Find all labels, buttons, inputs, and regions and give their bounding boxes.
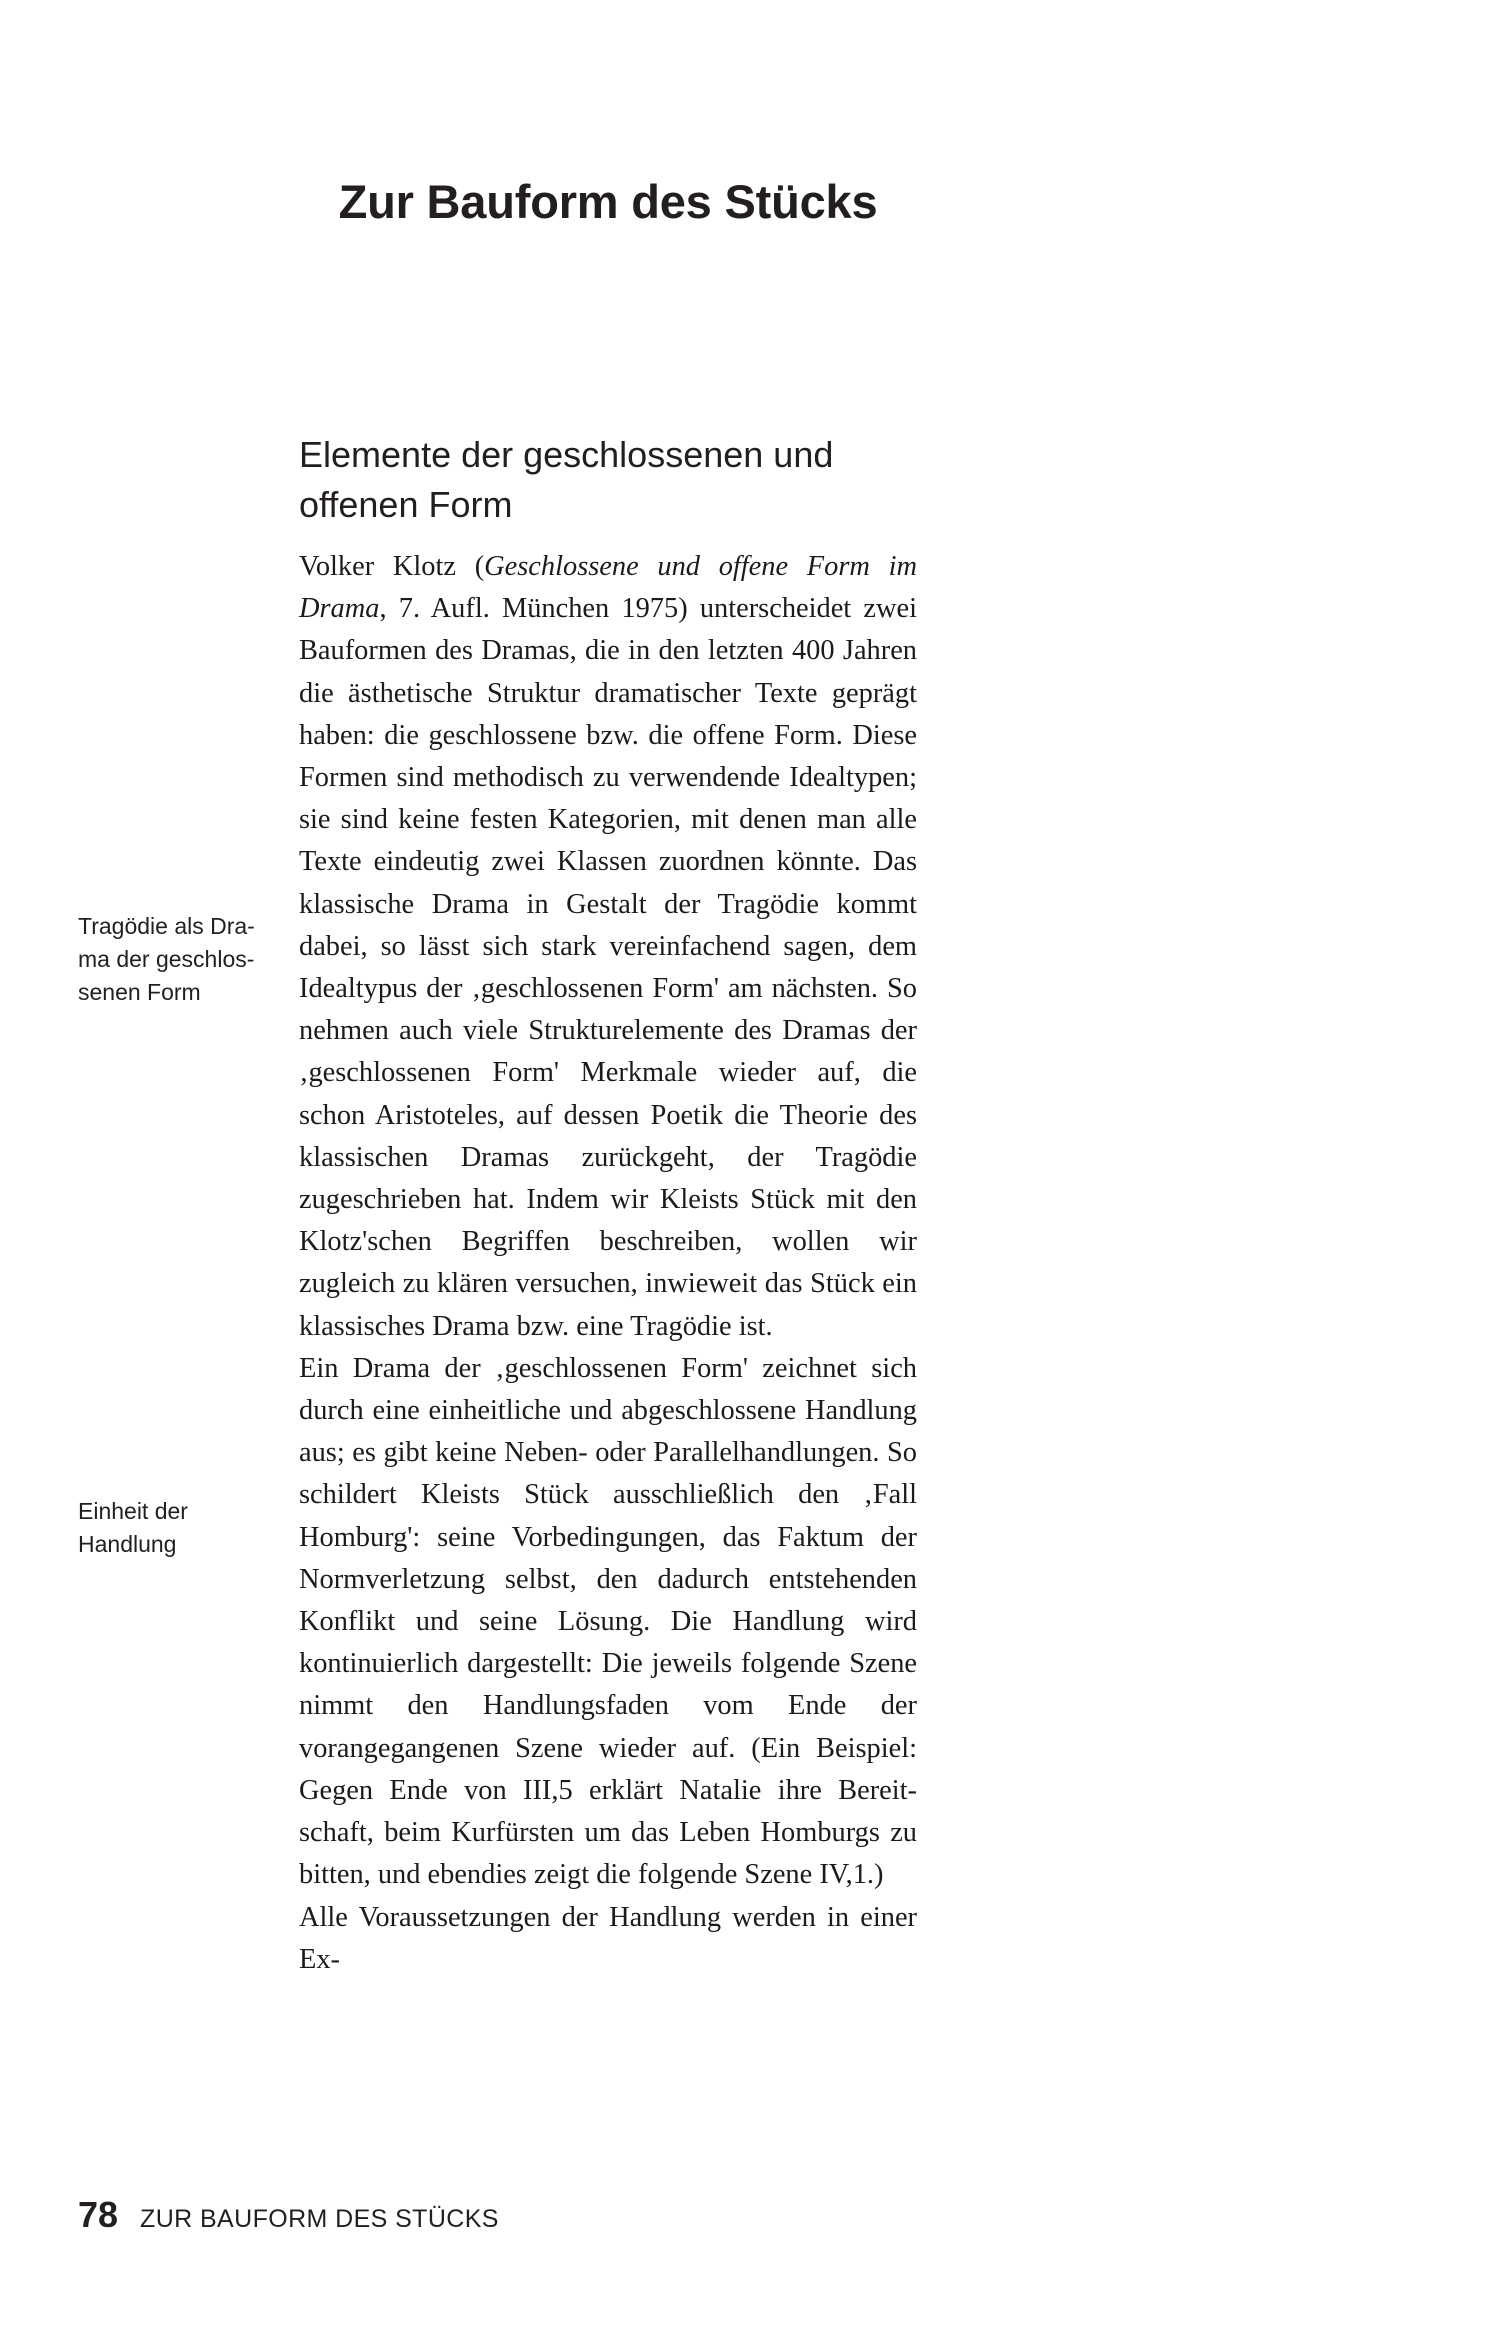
page-title: Zur Bauform des Stücks: [338, 175, 878, 229]
page-footer: [78, 2195, 499, 2239]
paragraph-2: Ein Drama der ‚geschlossenen Form' zeichnet sich durch eine einheitliche und abgeschlossene Handlung aus; es gibt keine Neben- oder Parallelhandlungen. So schildert Kleists Stück ausschließlich den ‚Fall Homburg': seine Vorbedingungen, das Faktum der Normverletzung selbst, den dadurch entstehenden Konflikt und seine Lösung. Die Handlung wird kontinuierlich dargestellt: Die jeweils folgende Szene nimmt den Handlungsfaden vom Ende der vorangegangenen Szene wieder auf. (Ein Beispiel: Gegen Ende von III,5 erklärt Natalie ihre Bereitschaft, beim Kurfürsten um das Leben Homburgs zu bitten, und ebendies zeigt die folgende Szene IV,1.): [299, 1352, 917, 1891]
body-text-column: [299, 546, 917, 1981]
paragraph-1-rest: , 7. Aufl. München 1975) unterscheidet zwei Bauformen des Dramas, die in den letzten 400 Jahren die ästhetische Struktur dramatischer Texte geprägt haben: die geschlossene bzw. die offene Form. Diese Formen sind methodisch zu verwendende Idealtypen; sie sind keine festen Kategorien, mit denen man alle Texte eindeutig zwei Klassen zuordnen könnte. Das klassische Drama in Gestalt der Tragödie kommt dabei, so lässt sich stark vereinfachend sagen, dem Idealtypus der ‚geschlossenen Form' am nächsten. So nehmen auch viele Strukturelemente des Dramas der ‚geschlossenen Form' Merkmale wieder auf, die schon Aristoteles, auf dessen Poetik die Theorie des klassischen Dramas zurückgeht, der Tragödie zugeschrieben hat. Indem wir Kleists Stück mit den Klotz'schen Begriffen beschreiben, wollen wir zugleich zu klären versuchen, inwieweit das Stück ein klassisches Drama bzw. eine Tragödie ist.: [299, 593, 917, 1342]
paragraph-1: [299, 546, 917, 1348]
footer-running-head: ZUR BAUFORM DES STÜCKS: [140, 2205, 499, 2233]
footer-page-number: 78: [78, 2194, 119, 2235]
paragraph-1-lead: Volker Klotz (: [299, 551, 485, 582]
section-heading: Elemente der geschlossenen und offenen Form: [299, 433, 834, 525]
paragraph-3: Alle Voraussetzungen der Handlung werden in einer Ex-: [299, 1901, 917, 1975]
margin-note-tragedy-as-closed-form: Tragödie als Drama der geschlossenen Form: [78, 913, 255, 1005]
book-title-italic: Geschlossene und offene Form im Drama: [299, 551, 917, 625]
margin-note-unity-of-action: Einheit der Handlung: [78, 1498, 188, 1557]
